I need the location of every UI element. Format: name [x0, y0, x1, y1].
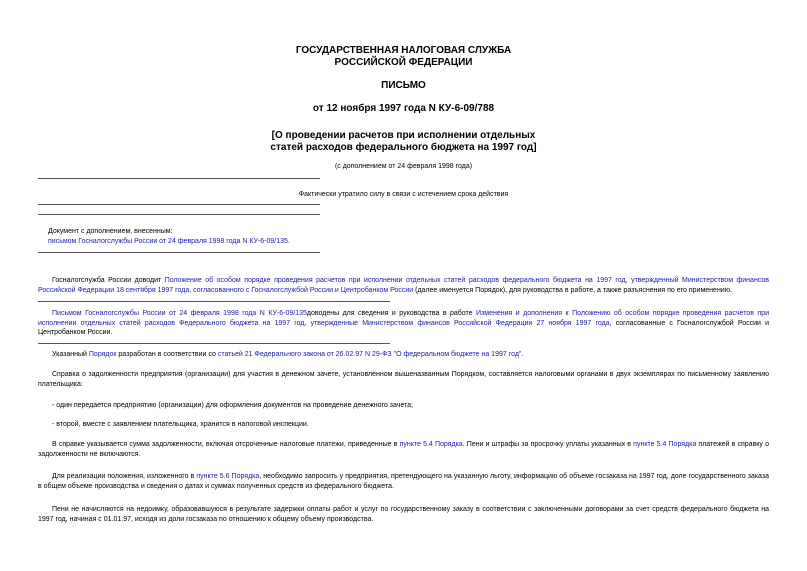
- divider: [38, 204, 320, 205]
- agency-name-line1: ГОСУДАРСТВЕННАЯ НАЛОГОВАЯ СЛУЖБА: [295, 45, 512, 56]
- paragraph-5: - один передается предприятию (организации) для оформления документов на проведение денежного зачета;: [52, 402, 413, 409]
- clause-5-4-link[interactable]: пункте 5.4 Порядка: [633, 441, 697, 448]
- amendments-link[interactable]: Изменения и дополнения к Положению об особом порядке проведения расчетов при исполнении отдельных статей расходов Федерального бюджета на 1997 год, утвержденные Министерством финансов Российской Федерации 27 ноября 1997 года: [38, 310, 770, 327]
- paragraph-9: Пени не начисляются на недоимку, образовавшуюся в результате задержки оплаты работ и услуг по государственному заказу в соответствии с заключенными договорами за счет средств федерального бюджета на 1997 год, начиная с 01.01.97, исходя из доли госзаказа по отношению к общему объему производства.: [38, 506, 769, 523]
- text: разработан в соответствии со: [116, 351, 218, 358]
- letter-link[interactable]: Письмом Госналогслужбы России от 24 февраля 1998 года N КУ-6-09/135: [52, 310, 307, 317]
- clause-5-4-link[interactable]: пункте 5.4 Порядка: [399, 441, 463, 448]
- text: .: [521, 351, 524, 358]
- paragraph-6: - второй, вместе с заявлением плательщика, хранится в налоговой инспекции.: [52, 421, 309, 428]
- paragraph-7: [38, 440, 769, 459]
- text: (далее именуется Порядок), для руководства в работе, а также разъяснения по его применению.: [413, 286, 732, 294]
- clause-5-6-link[interactable]: пункте 5.6 Порядка: [196, 473, 260, 480]
- divider: [38, 301, 390, 302]
- addendum-note: (с дополнением от 24 февраля 1998 года): [334, 163, 473, 170]
- amendment-intro: Документ с дополнением, внесенным:: [48, 228, 173, 235]
- status-note: Фактически утратило силу в связи с истечением срока действия: [298, 191, 509, 198]
- regulation-link[interactable]: Положение об особом порядке проведения расчетов при исполнении отдельных статей расходов федерального бюджета на 1997 год, утвержденный Министерством финансов Российской Федерации 18 сентября 1997 года, согласованного с Госналогслужбой России и Центробанком России: [38, 277, 770, 294]
- text: Указанный: [52, 351, 89, 358]
- text: , необходимо запросить у предприятия, претендующего на указанную льготу, информацию об объеме госзаказа на 1997 год, доле государственного заказа в общем объеме производства и сведения о датах и суммах полученных средств из федерального бюджета.: [38, 473, 769, 490]
- paragraph-2: [38, 309, 769, 338]
- text: платежей в справку о задолженности не включаются.: [38, 441, 769, 458]
- divider: [38, 214, 320, 215]
- amendment-link[interactable]: письмом Госналогслужбы России от 24 февраля 1998 года N КУ-6-09/135.: [48, 238, 290, 245]
- paragraph-1: [38, 276, 769, 295]
- agency-name-line2: РОССИЙСКОЙ ФЕДЕРАЦИИ: [334, 57, 473, 68]
- document-type: ПИСЬМО: [381, 80, 426, 91]
- text: . Пени и штрафы за просрочку уплаты указанных в: [462, 441, 634, 448]
- divider: [38, 343, 390, 344]
- paragraph-4: Справка о задолженности предприятия (организации) для участия в денежном зачете, установленном вышеназванным Порядком, составляется налоговыми органами в двух экземплярах по письменному заявлению плательщика:: [38, 371, 769, 388]
- document-title-line1: [О проведении расчетов при исполнении отдельных: [271, 130, 536, 141]
- divider: [38, 178, 320, 179]
- text: В справке указывается сумма задолженности, включая отсроченные налоговые платежи, приведенные в: [52, 441, 400, 448]
- text: Госналогслужба России доводит: [52, 277, 165, 284]
- paragraph-3: [38, 350, 769, 360]
- document-title-line2: статей расходов федерального бюджета на 1997 год]: [270, 142, 537, 153]
- text: Для реализации положения, изложенного в: [52, 473, 197, 480]
- text: доводены для сведения и руководства в работе: [306, 310, 477, 317]
- poryadok-link[interactable]: Порядок: [88, 351, 117, 358]
- text: , согласованные с Госналогслужбой России и Центробанком России.: [38, 319, 769, 336]
- federal-law-link[interactable]: статьей 21 Федерального закона от 26.02.97 N 29-ФЗ "О федеральном бюджете на 1997 год": [217, 351, 522, 358]
- divider: [38, 252, 320, 253]
- paragraph-8: [38, 472, 769, 491]
- document-date-number: от 12 ноября 1997 года N КУ-6-09/788: [312, 103, 495, 114]
